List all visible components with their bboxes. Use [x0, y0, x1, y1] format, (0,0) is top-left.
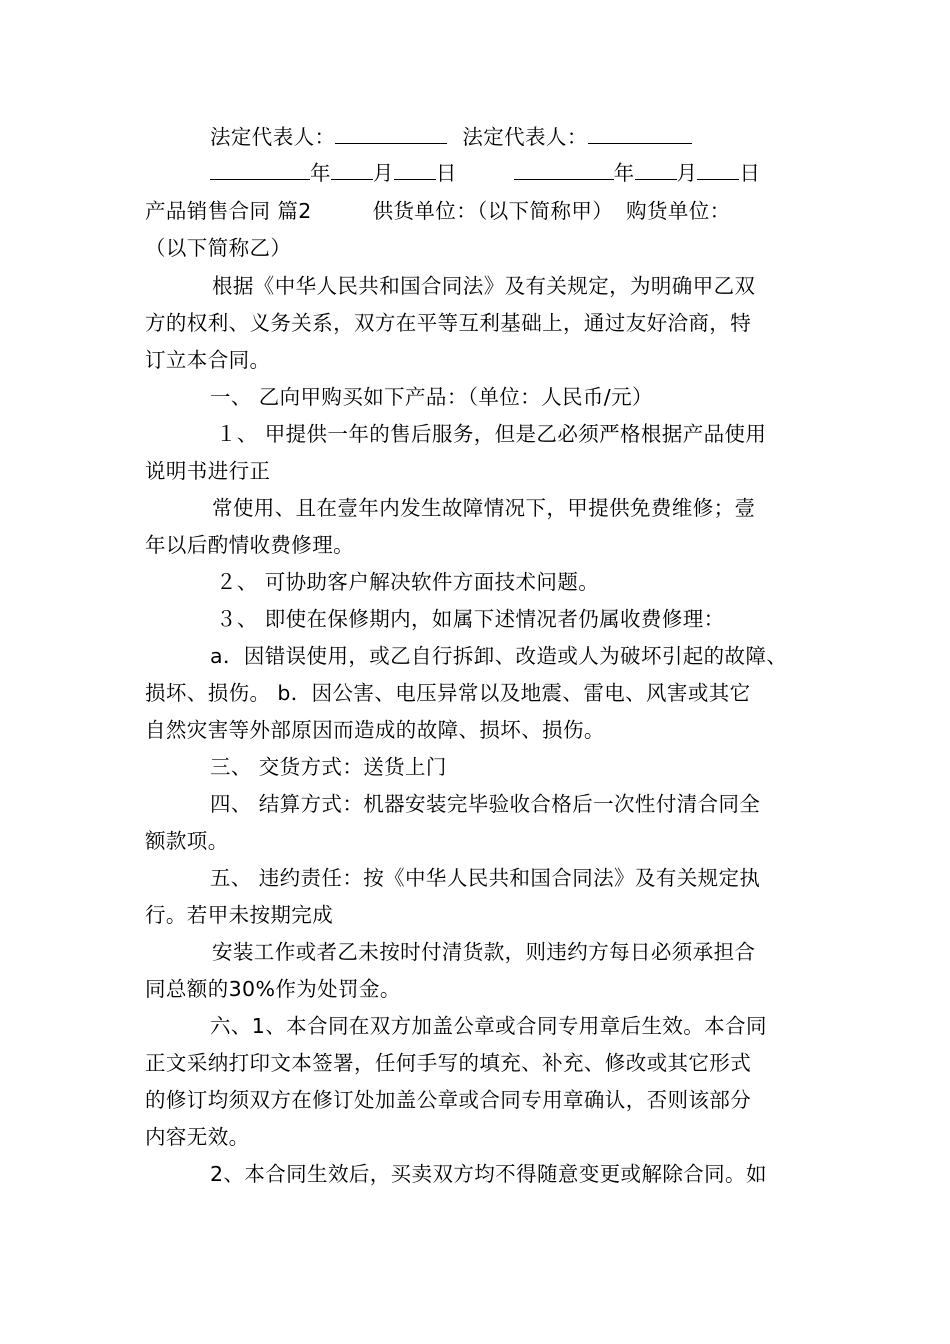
- body-line: 常使用、且在壹年内发生故障情况下，甲提供免费维修；壹: [212, 496, 756, 520]
- section-heading: 一、 乙向甲购买如下产品：（单位：人民币/元）: [210, 385, 653, 409]
- body-line: 说明书进行正: [145, 459, 271, 483]
- body-line: 行。若甲未按期完成: [145, 903, 334, 927]
- contract-title: 产品销售合同 篇2: [145, 199, 312, 223]
- body-line: 订立本合同。: [145, 348, 271, 372]
- legal-rep-label-party-b: 法定代表人：: [462, 125, 588, 149]
- signature-blank-b: [588, 125, 692, 144]
- legal-rep-label-party-a: 法定代表人：: [210, 125, 336, 149]
- body-line: 方的权利、义务关系，双方在平等互利基础上，通过友好洽商，特: [145, 311, 752, 335]
- date-blank-year-a: [210, 161, 310, 180]
- body-line: 根据《中华人民共和国合同法》及有关规定，为明确甲乙双: [212, 274, 756, 298]
- body-line: 2、本合同生效后，买卖双方均不得随意变更或解除合同。如: [210, 1162, 767, 1186]
- body-line: a．因错误使用，或乙自行拆卸、改造或人为破坏引起的故障、: [210, 644, 788, 668]
- body-line: 自然灾害等外部原因而造成的故障、损坏、损伤。: [145, 718, 605, 742]
- supplier-unit: 供货单位：（以下简称甲）: [372, 199, 614, 223]
- date-blank-month-b: [635, 161, 677, 180]
- buyer-note: （以下简称乙）: [145, 236, 292, 260]
- year-label-a: 年: [310, 161, 331, 185]
- body-line: 损坏、损伤。 b．因公害、电压异常以及地震、雷电、风害或其它: [145, 681, 751, 705]
- body-line: 年以后酌情收费修理。: [145, 533, 354, 557]
- body-line: ２、 可协助客户解决软件方面技术问题。: [216, 570, 600, 594]
- body-line: 的修订均须双方在修订处加盖公章或合同专用章确认，否则该部分: [145, 1088, 752, 1112]
- date-line: [210, 160, 760, 186]
- year-label-b: 年: [613, 161, 635, 185]
- day-label-b: 日: [739, 161, 761, 185]
- section-heading: 六、1、本合同在双方加盖公章或合同专用章后生效。本合同: [210, 1014, 767, 1038]
- buyer-unit: 购货单位：: [626, 199, 731, 223]
- body-line: ３、 即使在保修期内，如属下述情况者仍属收费修理：: [216, 607, 725, 631]
- contract-header-line: [145, 198, 731, 224]
- day-label-a: 日: [435, 161, 457, 185]
- date-blank-day-b: [697, 161, 739, 180]
- signature-blank-a: [335, 125, 447, 144]
- body-line: 同总额的30%作为处罚金。: [145, 977, 401, 1001]
- body-line: 正文采纳打印文本签署，任何手写的填充、补充、修改或其它形式: [145, 1051, 752, 1075]
- date-blank-month-a: [331, 161, 373, 180]
- date-blank-year-b: [514, 161, 614, 180]
- body-line: 安装工作或者乙未按时付清货款，则违约方每日必须承担合: [212, 940, 756, 964]
- body-line: 额款项。: [145, 829, 229, 853]
- section-heading: 三、 交货方式：送货上门: [210, 755, 447, 779]
- legal-representative-line: [210, 124, 692, 150]
- section-heading: 五、 违约责任：按《中华人民共和国合同法》及有关规定执: [210, 866, 761, 890]
- date-blank-day-a: [394, 161, 436, 180]
- body-line: 内容无效。: [145, 1125, 250, 1149]
- body-line: １、 甲提供一年的售后服务，但是乙必须严格根据产品使用: [216, 422, 767, 446]
- section-heading: 四、 结算方式：机器安装完毕验收合格后一次性付清合同全: [210, 792, 761, 816]
- month-label-b: 月: [676, 161, 698, 185]
- month-label-a: 月: [372, 161, 394, 185]
